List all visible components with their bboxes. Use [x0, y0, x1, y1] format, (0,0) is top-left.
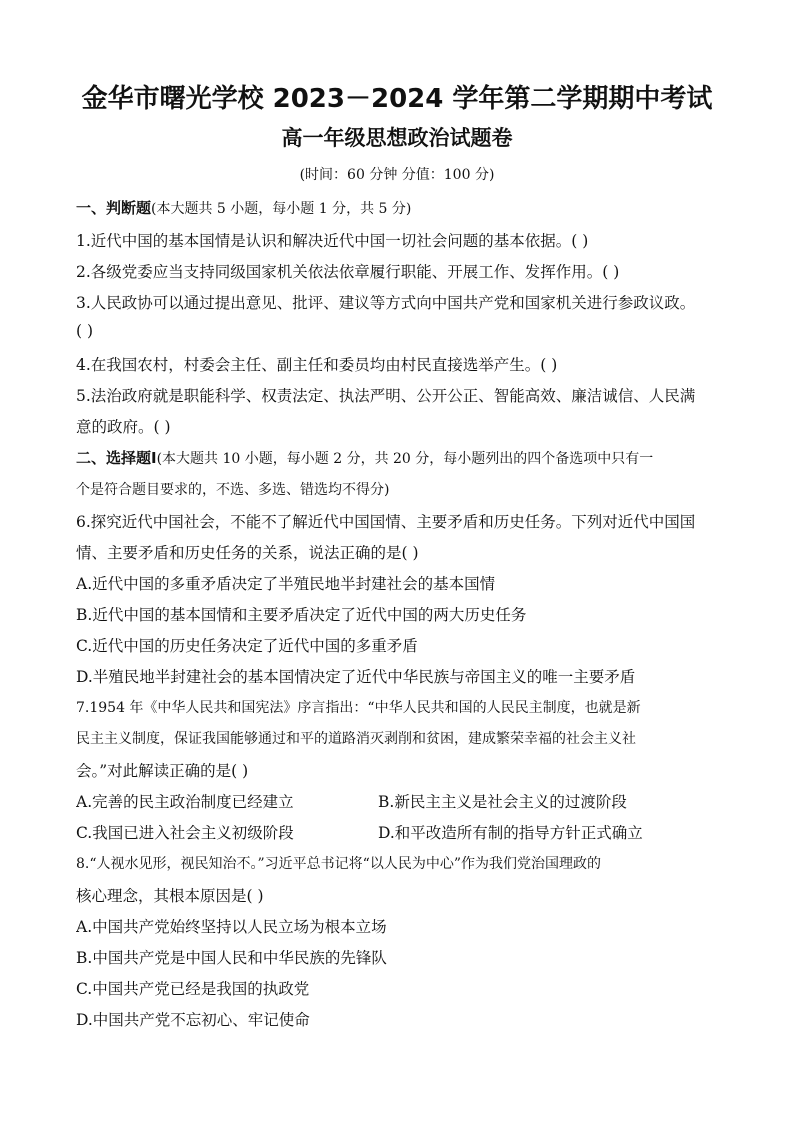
- question-6-line2: 情、主要矛盾和历史任务的关系，说法正确的是( ): [76, 544, 419, 562]
- question-5-line1: 5.法治政府就是职能科学、权责法定、执法严明、公开公正、智能高效、廉洁诚信、人民满: [76, 387, 696, 405]
- question-8-option-c: C.中国共产党已经是我国的执政党: [76, 980, 310, 998]
- question-6-option-a: A.近代中国的多重矛盾决定了半殖民地半封建社会的基本国情: [76, 575, 496, 593]
- question-2: 2.各级党委应当支持同级国家机关依法依章履行职能、开展工作、发挥作用。( ): [76, 263, 620, 281]
- section2-heading: 二、选择题Ⅰ: [76, 449, 157, 467]
- exam-subtitle: 高一年级思想政治试题卷: [281, 126, 513, 150]
- question-7-option-d: D.和平改造所有制的指导方针正式确立: [378, 824, 643, 842]
- question-7-option-c: C.我国已进入社会主义初级阶段: [76, 824, 294, 842]
- section1-note: (本大题共 5 小题，每小题 1 分，共 5 分): [151, 201, 412, 217]
- exam-meta: (时间：60 分钟 分值：100 分): [299, 167, 495, 183]
- question-7-line2: 民主主义制度，保证我国能够通过和平的道路消灭剥削和贫困，建成繁荣幸福的社会主义社: [76, 731, 636, 747]
- question-4: 4.在我国农村，村委会主任、副主任和委员均由村民直接选举产生。( ): [76, 356, 558, 374]
- question-3-line2: ( ): [76, 322, 94, 340]
- question-8-option-b: B.中国共产党是中国人民和中华民族的先锋队: [76, 949, 387, 967]
- question-8-line1: 8.“人视水见形，视民知治不。”习近平总书记将“以人民为中心”作为我们党治国理政的: [76, 856, 601, 872]
- exam-title: 金华市曙光学校 2023－2024 学年第二学期期中考试: [81, 84, 713, 114]
- question-5-line2: 意的政府。( ): [76, 418, 171, 436]
- question-8-option-a: A.中国共产党始终坚持以人民立场为根本立场: [76, 918, 387, 936]
- question-6-option-d: D.半殖民地半封建社会的基本国情决定了近代中华民族与帝国主义的唯一主要矛盾: [76, 668, 636, 686]
- question-7-option-a: A.完善的民主政治制度已经建立: [76, 793, 294, 811]
- question-7-option-b: B.新民主主义是社会主义的过渡阶段: [378, 793, 627, 811]
- section1-heading: 一、判断题: [76, 199, 152, 217]
- question-7-options-row1: [76, 790, 724, 812]
- question-7-line1: 7.1954 年《中华人民共和国宪法》序言指出：“中华人民共和国的人民民主制度，也就是新: [76, 700, 641, 716]
- section1-heading-line: [76, 197, 724, 218]
- question-6-option-c: C.近代中国的历史任务决定了近代中国的多重矛盾: [76, 637, 418, 655]
- section2-note-line1: (本大题共 10 小题，每小题 2 分，共 20 分，每小题列出的四个备选项中只有一: [156, 451, 654, 467]
- section2-heading-line: [76, 447, 724, 468]
- question-7-options-row2: [76, 821, 724, 843]
- question-7-line3: 会。”对此解读正确的是( ): [76, 762, 249, 780]
- question-1: 1.近代中国的基本国情是认识和解决近代中国一切社会问题的基本依据。( ): [76, 232, 589, 250]
- question-8-option-d: D.中国共产党不忘初心、牢记使命: [76, 1011, 310, 1029]
- question-6-line1: 6.探究近代中国社会，不能不了解近代中国国情、主要矛盾和历史任务。下列对近代中国国: [76, 513, 696, 531]
- question-3-line1: 3.人民政协可以通过提出意见、批评、建议等方式向中国共产党和国家机关进行参政议政。: [76, 294, 696, 312]
- question-6-option-b: B.近代中国的基本国情和主要矛盾决定了近代中国的两大历史任务: [76, 606, 527, 624]
- question-8-line2: 核心理念，其根本原因是( ): [76, 887, 264, 905]
- section2-note-line2: 个是符合题目要求的，不选、多选、错选均不得分): [76, 482, 390, 498]
